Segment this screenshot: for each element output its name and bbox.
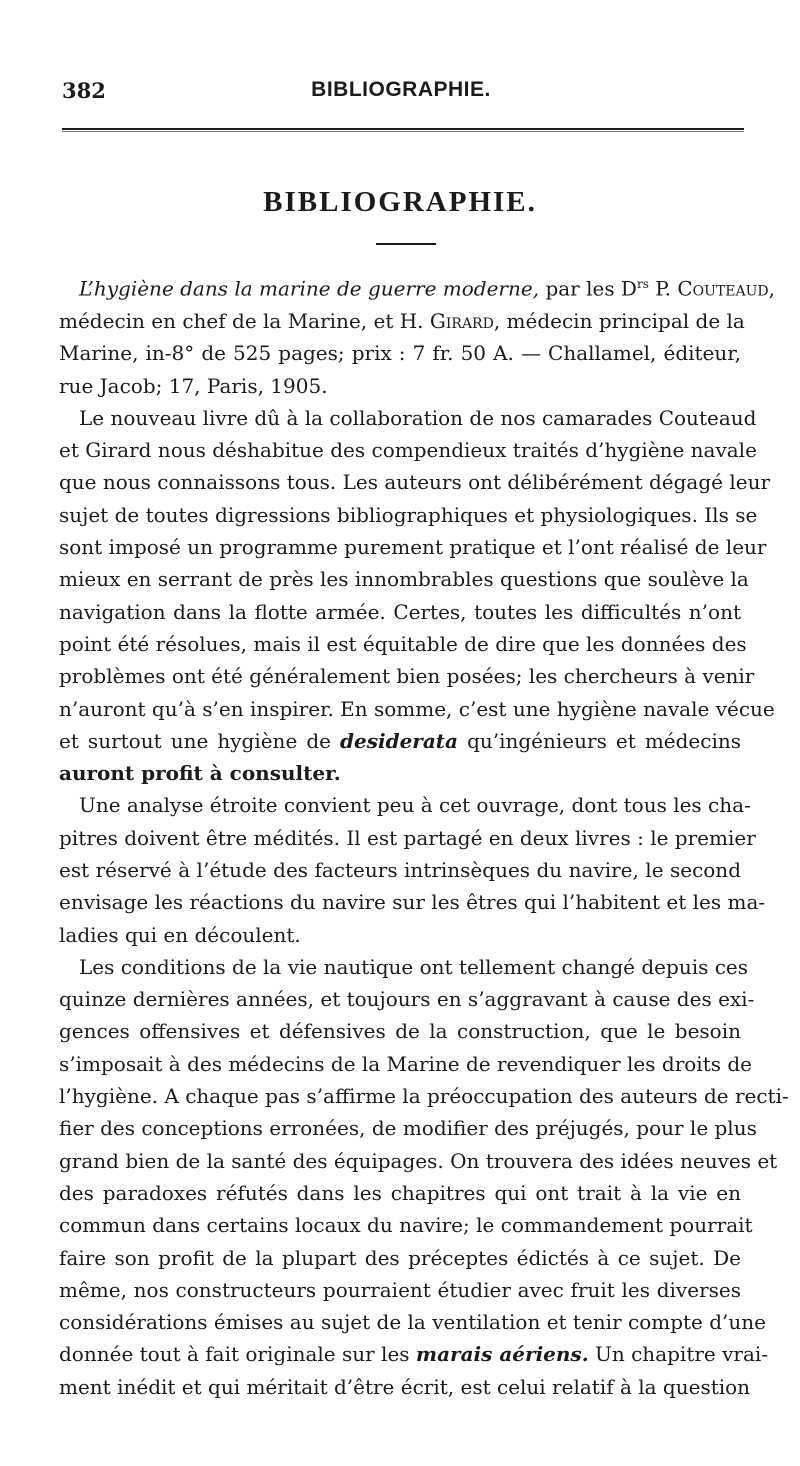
- text-line: sont imposé un programme purement pratique et l’ont réalisé de leur: [59, 535, 767, 560]
- text-line: ment inédit et qui méritait d’être écrit, est celui relatif à la question: [59, 1374, 751, 1399]
- text-line: pitres doivent être médités. Il est partagé en deux livres : le premier: [59, 825, 756, 850]
- bold-text: auront profit à consulter.: [59, 761, 341, 786]
- text-line: des paradoxes réfutés dans les chapitres qui ont trait à la vie en: [59, 1180, 741, 1205]
- text-line: [59, 268, 775, 305]
- text-line: grand bien de la santé des équipages. On trouvera des idées neuves et: [59, 1148, 778, 1173]
- text-line: gences offensives et défensives de la construction, que le besoin: [59, 1019, 741, 1044]
- author-name: Girard: [429, 308, 494, 333]
- paragraph: [59, 402, 775, 790]
- text-line: et Girard nous déshabitue des compendieux traités d’hygiène navale: [59, 438, 757, 463]
- text-line: s’imposait à des médecins de la Marine de revendiquer les droits de: [59, 1051, 752, 1076]
- header-rule-thin: [62, 131, 744, 132]
- text-span: donnée tout à fait originale sur les: [59, 1342, 410, 1367]
- text-line: n’auront qu’à s’en inspirer. En somme, c’est une hygiène navale vécue: [59, 696, 775, 721]
- text-line: point été résolues, mais il est équitable de dire que les données des: [59, 631, 747, 656]
- text-span: et surtout une hygiène de: [59, 728, 331, 753]
- text-span: médecin en chef de la Marine, et H.: [59, 308, 424, 333]
- text-line: est réservé à l’étude des facteurs intrinsèques du navire, le second: [59, 858, 741, 882]
- title-rule: [376, 243, 436, 245]
- text-span: qu’ingénieurs et médecins: [467, 728, 742, 753]
- text-line: considérations émises au sujet de la ventilation et tenir compte d’une: [59, 1310, 766, 1335]
- superscript: rs: [636, 277, 649, 291]
- text-line: [59, 1338, 769, 1370]
- book-title: L’hygiène dans la marine de guerre moderne,: [79, 276, 540, 301]
- text-line: navigation dans la flotte armée. Certes, toutes les difficultés n’ont: [59, 599, 741, 624]
- text-line: [59, 725, 741, 757]
- paragraph: [59, 951, 789, 1403]
- header-rule: [62, 128, 744, 130]
- text-span: Un chapitre vrai-: [595, 1342, 769, 1367]
- section-title: BIBLIOGRAPHIE.: [263, 186, 537, 218]
- text-span: , médecin principal de la: [493, 308, 745, 333]
- page-number: 382: [62, 78, 106, 103]
- text-line: envisage les réactions du navire sur les êtres qui l’habitent et les ma-: [59, 890, 766, 915]
- paragraph: [59, 789, 766, 950]
- text-line: sujet de toutes digressions bibliographiques et physiologiques. Ils se: [59, 502, 758, 527]
- text-span: par les D: [545, 276, 637, 301]
- text-line: faire son profit de la plupart des préceptes édictés à ce sujet. De: [59, 1245, 741, 1270]
- text-line: [59, 757, 741, 789]
- running-head: [62, 78, 740, 108]
- text-line: [59, 305, 745, 337]
- text-line: fier des conceptions erronées, de modifier des préjugés, pour le plus: [59, 1116, 757, 1141]
- emphasis: marais aériens.: [415, 1342, 589, 1367]
- text-line: mieux en serrant de près les innombrables questions que soulève la: [59, 567, 749, 592]
- emphasis: desiderata: [340, 728, 458, 753]
- text-line: Le nouveau livre dû à la collaboration de nos camarades Couteaud: [79, 405, 757, 430]
- bibliographic-entry: [59, 268, 775, 402]
- text-line: commun dans certains locaux du navire; le commandement pourrait: [59, 1213, 753, 1238]
- text-line: Les conditions de la vie nautique ont tellement changé depuis ces: [79, 954, 749, 979]
- text-line: ladies qui en découlent.: [59, 922, 301, 947]
- text-line: problèmes ont été généralement bien posées; les chercheurs à venir: [59, 664, 755, 689]
- text-line: quinze dernières années, et toujours en s’aggravant à cause des exi-: [59, 987, 755, 1012]
- text-line: rue Jacob; 17, Paris, 1905.: [59, 373, 328, 398]
- text-line: Marine, in-8° de 525 pages; prix : 7 fr. 50 A. — Challamel, éditeur,: [59, 341, 741, 366]
- text-line: même, nos constructeurs pourraient étudier avec fruit les diverses: [59, 1277, 741, 1302]
- text-line: Une analyse étroite convient peu à cet ouvrage, dont tous les cha-: [79, 793, 751, 818]
- text-line: que nous connaissons tous. Les auteurs ont délibérément dégagé leur: [59, 470, 771, 495]
- text-line: l’hygiène. A chaque pas s’affirme la préoccupation des auteurs de recti-: [59, 1084, 789, 1109]
- running-title: BIBLIOGRAPHIE.: [311, 78, 491, 101]
- article-body: [59, 268, 789, 1403]
- author-name: P. Couteaud,: [655, 276, 775, 301]
